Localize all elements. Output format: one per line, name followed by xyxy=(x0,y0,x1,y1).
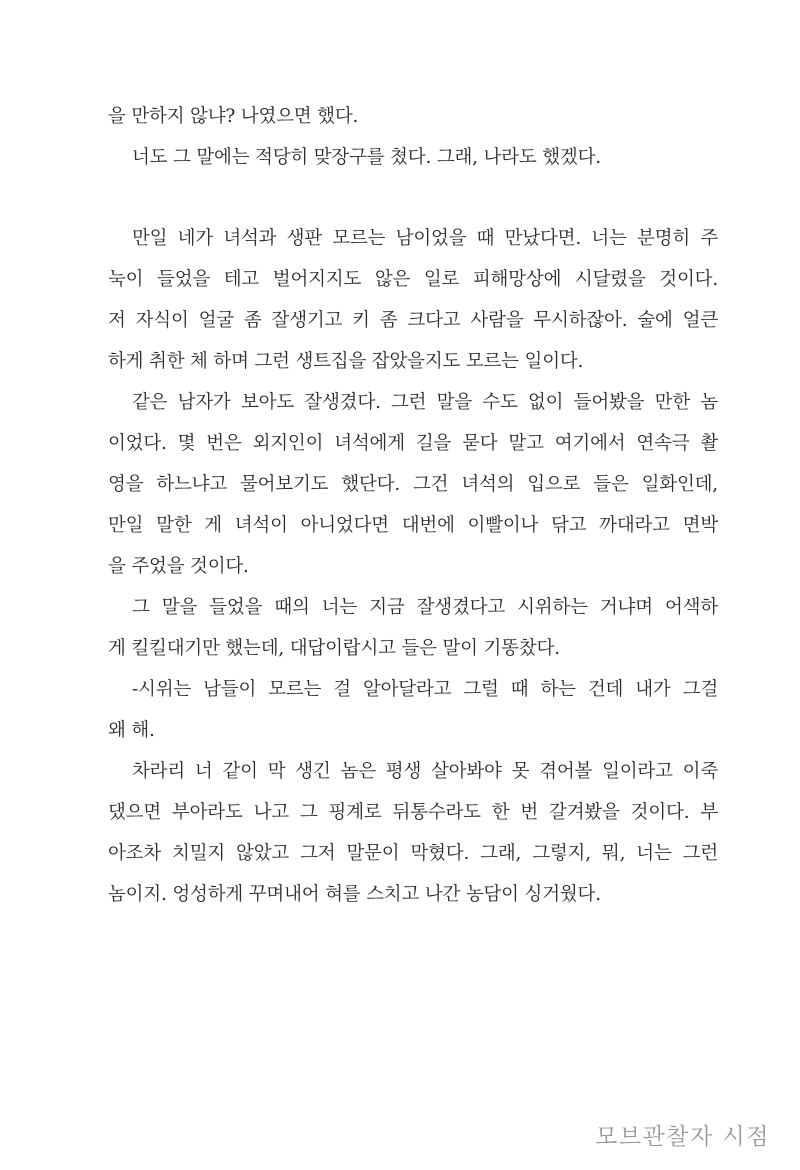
text-line: 왜 해. xyxy=(108,720,155,741)
running-footer: 모브관찰자 시점 xyxy=(595,1124,770,1150)
text-line: 아조차 치밀지 않았고 그저 말문이 막혔다. 그래, 그렇지, 뭐, 너는 그런 xyxy=(108,843,718,864)
text-line: 너도 그 말에는 적당히 맞장구를 쳤다. 그래, 나라도 했겠다. xyxy=(132,147,601,168)
text-line: 을 주었을 것이다. xyxy=(108,556,249,577)
text-line: 저 자식이 얼굴 좀 잘생기고 키 좀 크다고 사람을 무시하잖아. 술에 얼큰 xyxy=(108,310,718,331)
text-line: 하게 취한 체 하며 그런 생트집을 잡았을지도 모르는 일이다. xyxy=(108,351,584,372)
text-line: 댔으면 부아라도 나고 그 핑계로 뒤통수라도 한 번 갈겨봤을 것이다. 부 xyxy=(108,802,718,823)
text-line: 만일 말한 게 녀석이 아니었다면 대번에 이빨이나 닦고 까대라고 면박 xyxy=(108,515,718,536)
text-line: 게 킬킬대기만 했는데, 대답이랍시고 들은 말이 기똥찼다. xyxy=(108,638,560,659)
text-line: 만일 네가 녀석과 생판 모르는 남이었을 때 만났다면. 너는 분명히 주 xyxy=(132,228,718,249)
text-line: 그 말을 들었을 때의 너는 지금 잘생겼다고 시위하는 거냐며 어색하 xyxy=(132,597,718,618)
text-line: 영을 하느냐고 물어보기도 했단다. 그건 녀석의 입으로 들은 일화인데, xyxy=(108,474,718,495)
text-line: -시위는 남들이 모르는 걸 알아달라고 그럴 때 하는 건데 내가 그걸 xyxy=(132,679,718,700)
page-body xyxy=(108,96,718,915)
text-line: 을 만하지 않냐? 나였으면 했다. xyxy=(108,106,359,127)
text-line: 차라리 너 같이 막 생긴 놈은 평생 살아봐야 못 겪어볼 일이라고 이죽 xyxy=(132,761,718,782)
text-line: 놈이지. 엉성하게 꾸며내어 혀를 스치고 나간 농담이 싱거웠다. xyxy=(108,884,601,905)
text-line: 눅이 들었을 테고 벌어지지도 않은 일로 피해망상에 시달렸을 것이다. xyxy=(108,269,718,290)
text-line: 같은 남자가 보아도 잘생겼다. 그런 말을 수도 없이 들어봤을 만한 놈 xyxy=(132,392,718,413)
text-line: 이었다. 몇 번은 외지인이 녀석에게 길을 묻다 말고 여기에서 연속극 촬 xyxy=(108,433,718,454)
paragraph-break xyxy=(108,178,718,218)
